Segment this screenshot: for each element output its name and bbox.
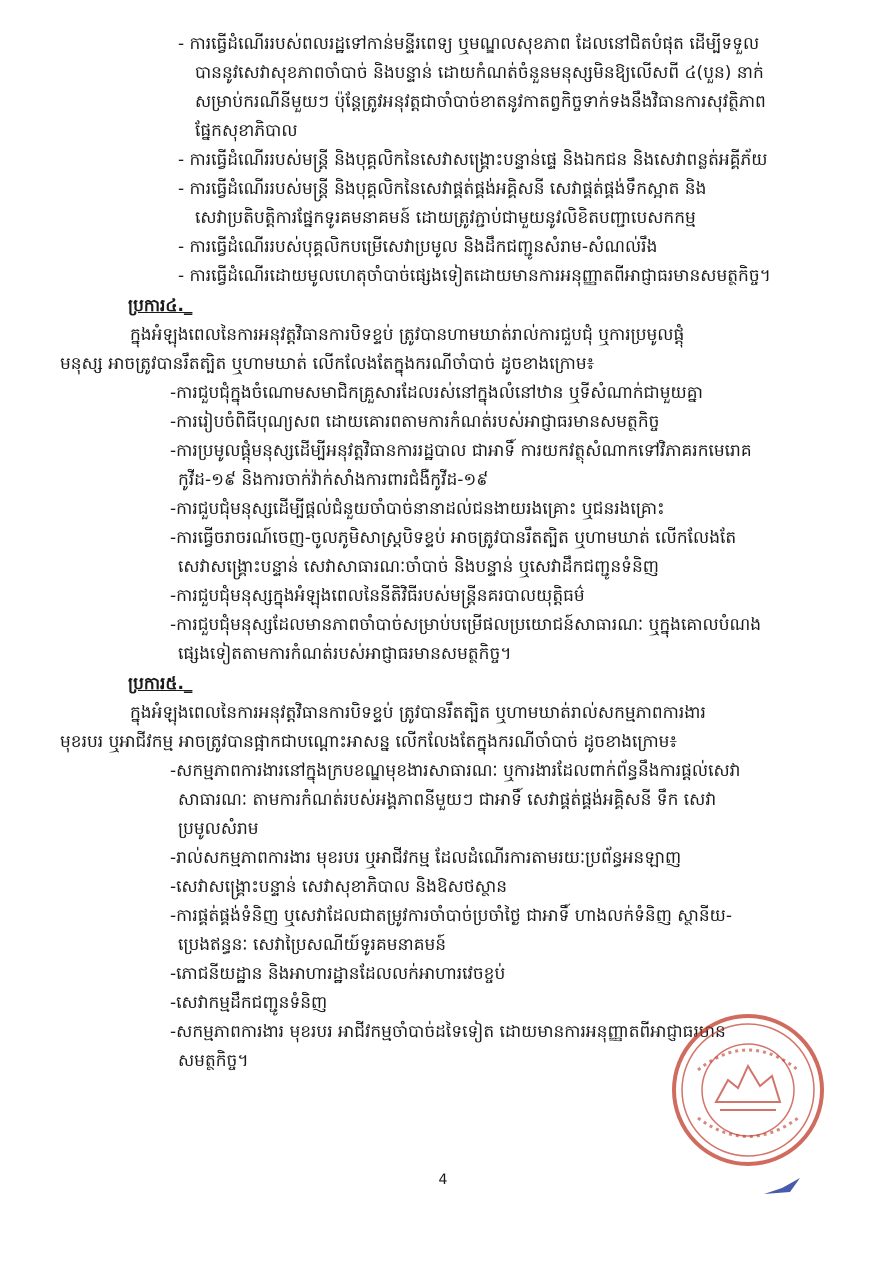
text-line: -សេវាសង្គ្រោះបន្ទាន់ សេវាសុខាភិបាល និងឱសថស្ថាន (170, 877, 508, 897)
text-line: - ការធ្វើដំណើររបស់មន្ត្រី និងបុគ្គលិកនៃសេវាផ្គត់ផ្គង់អគ្គិសនី សេវាផ្គត់ផ្គង់ទឹកស្អាត និង (178, 179, 707, 199)
article-heading: ប្រការ៤._ (128, 296, 193, 316)
text-line: សាធារណៈ តាមការកំណត់របស់អង្គភាពនីមួយៗ ជាអាទិ៍ សេវាផ្គត់ផ្គង់អគ្គិសនី ទឹក សេវា (178, 790, 717, 810)
text-line: -ការប្រមូលផ្តុំមនុស្សដើម្បីអនុវត្តវិធានការរដ្ឋបាល ជាអាទិ៍ ការយកវត្ថុសំណាកទៅវិភាគរកមេរោគ (170, 441, 752, 461)
page-number: 4 (438, 1172, 448, 1188)
text-line: មុខរបរ ឬអាជីវកម្ម អាចត្រូវបានផ្អាកជាបណ្តោះអាសន្ន លើកលែងតែក្នុងករណីចាំបាច់ ដូចខាងក្រោម៖ (60, 732, 677, 752)
text-line: -ការរៀបចំពិធីបុណ្យសព ដោយគោរពតាមការកំណត់របស់អាជ្ញាធរមានសមត្ថកិច្ច (170, 412, 660, 432)
text-line: -រាល់សកម្មភាពការងារ មុខរបរ ឬអាជីវកម្ម ដែលដំណើរការតាមរយៈប្រព័ន្ធអនឡាញ (170, 848, 682, 868)
text-line: សម្រាប់ករណីនីមួយៗ ប៉ុន្តែត្រូវអនុវត្តជាចាំបាច់ខាតនូវកាតព្វកិច្ចទាក់ទងនឹងវិធានការសុវត្ថិភាព (195, 92, 766, 112)
official-seal (668, 1010, 828, 1170)
text-line: -ភោជនីយដ្ឋាន និងអាហារដ្ឋានដែលលក់អាហារវេចខ្ចប់ (170, 964, 506, 984)
text-line: ក្នុងអំឡុងពេលនៃការអនុវត្តវិធានការបិទខ្ទប់ ត្រូវបានរឹតត្បិត ឬហាមឃាត់រាល់សកម្មភាពការងារ (130, 703, 706, 723)
page-body (60, 30, 820, 1076)
text-line: -ការផ្គត់ផ្គង់ទំនិញ ឬសេវាដែលជាតម្រូវការចាំបាច់ប្រចាំថ្ងៃ ជាអាទិ៍ ហាងលក់ទំនិញ ស្ថានីយ- (170, 906, 732, 926)
text-line: -ការជួបជុំក្នុងចំណោមសមាជិកគ្រួសារដែលរស់នៅក្នុងលំនៅឋាន ឬទីសំណាក់ជាមួយគ្នា (170, 383, 703, 403)
text-line: -ការជួបជុំមនុស្សដែលមានភាពចាំបាច់សម្រាប់បម្រើផលប្រយោជន៍សាធារណៈ ឬក្នុងគោលបំណង (170, 615, 762, 635)
text-line: សេវាប្រតិបត្តិការផ្នែកទូរគមនាគមន៍ ដោយត្រូវភ្ជាប់ជាមួយនូវលិខិតបញ្ជាបេសកកម្ម (195, 208, 696, 228)
text-line: បាននូវសេវាសុខភាពចាំបាច់ និងបន្ទាន់ ដោយកំណត់ចំនួនមនុស្សមិនឱ្យលើសពី ៤(បួន) នាក់ (195, 63, 764, 83)
text-line: មនុស្ស អាចត្រូវបានរឹតត្បិត ឬហាមឃាត់ លើកលែងតែក្នុងករណីចាំបាច់ ដូចខាងក្រោម៖ (60, 354, 595, 374)
text-line: -សកម្មភាពការងារ មុខរបរ អាជីវកម្មចាំបាច់ដទៃទៀត ដោយមានការអនុញ្ញាតពីអាជ្ញាធរមាន (170, 1022, 726, 1042)
text-line: -ការធ្វើចរាចរណ៍ចេញ-ចូលភូមិសាស្ត្របិទខ្ទប់ អាចត្រូវបានរឹតត្បិត ឬហាមឃាត់ លើកលែងតែ (170, 528, 737, 548)
text-line: សមត្ថកិច្ច។ (178, 1051, 249, 1071)
text-line: ក្នុងអំឡុងពេលនៃការអនុវត្តវិធានការបិទខ្ទប់ ត្រូវបានហាមឃាត់រាល់ការជួបជុំ ឬការប្រមូលផ្តុំ (130, 325, 685, 345)
text-line: សេវាសង្គ្រោះបន្ទាន់ សេវាសាធារណៈចាំបាច់ និងបន្ទាន់ ឬសេវាដឹកជញ្ជូនទំនិញ (178, 557, 659, 577)
text-line: - ការធ្វើដំណើររបស់មន្ត្រី និងបុគ្គលិកនៃសេវាសង្គ្រោះបន្ទាន់ផ្ទេ និងឯកជន និងសេវាពន្លត់អគ្គីភ័យ (178, 150, 768, 170)
text-line: -ការជួបជុំមនុស្សក្នុងអំឡុងពេលនៃនីតិវិធីរបស់មន្ត្រីនគរបាលយុត្តិធម៌ (170, 586, 585, 606)
text-line: ប្រេងឥន្ធនៈ សេវាប្រៃសណីយ៍ទូរគមនាគមន៍ (178, 935, 447, 955)
text-line: -សេវាកម្មដឹកជញ្ជូនទំនិញ (170, 993, 328, 1013)
text-line: - ការធ្វើដំណើររបស់ពលរដ្ឋទៅកាន់មន្ទីរពេទ្យ ឬមណ្ឌលសុខភាព ដែលនៅជិតបំផុត ដើម្បីទទួល (178, 34, 760, 54)
text-line: ប្រមូលសំរាម (178, 819, 259, 839)
text-line: -ការជួបជុំមនុស្សដើម្បីផ្តល់ជំនួយចាំបាច់នានាដល់ជនងាយរងគ្រោះ ឬជនរងគ្រោះ (170, 499, 665, 519)
text-line: ផ្សេងទៀតតាមការកំណត់របស់អាជ្ញាធរមានសមត្ថកិច្ច។ (178, 644, 512, 664)
text-line: -សកម្មភាពការងារនៅក្នុងក្របខណ្ឌមុខងារសាធារណៈ ឬការងារដែលពាក់ព័ន្ធនឹងការផ្តល់សេវា (170, 761, 741, 781)
text-line: - ការធ្វើដំណើររបស់បុគ្គលិកបម្រើសេវាប្រមូល និងដឹកជញ្ជូនសំរាម-សំណល់រឹង (178, 237, 658, 257)
text-line: ផ្នែកសុខាភិបាល (195, 121, 298, 141)
text-line: កូវីដ-១៩ និងការចាក់វ៉ាក់សាំងការពារជំងឺកូវីដ-១៩ (178, 470, 489, 490)
text-line: - ការធ្វើដំណើរដោយមូលហេតុចាំបាច់ផ្សេងទៀតដោយមានការអនុញ្ញាតពីអាជ្ញាធរមានសមត្ថកិច្ច។ (178, 266, 771, 286)
article-heading: ប្រការ៥._ (128, 674, 193, 694)
